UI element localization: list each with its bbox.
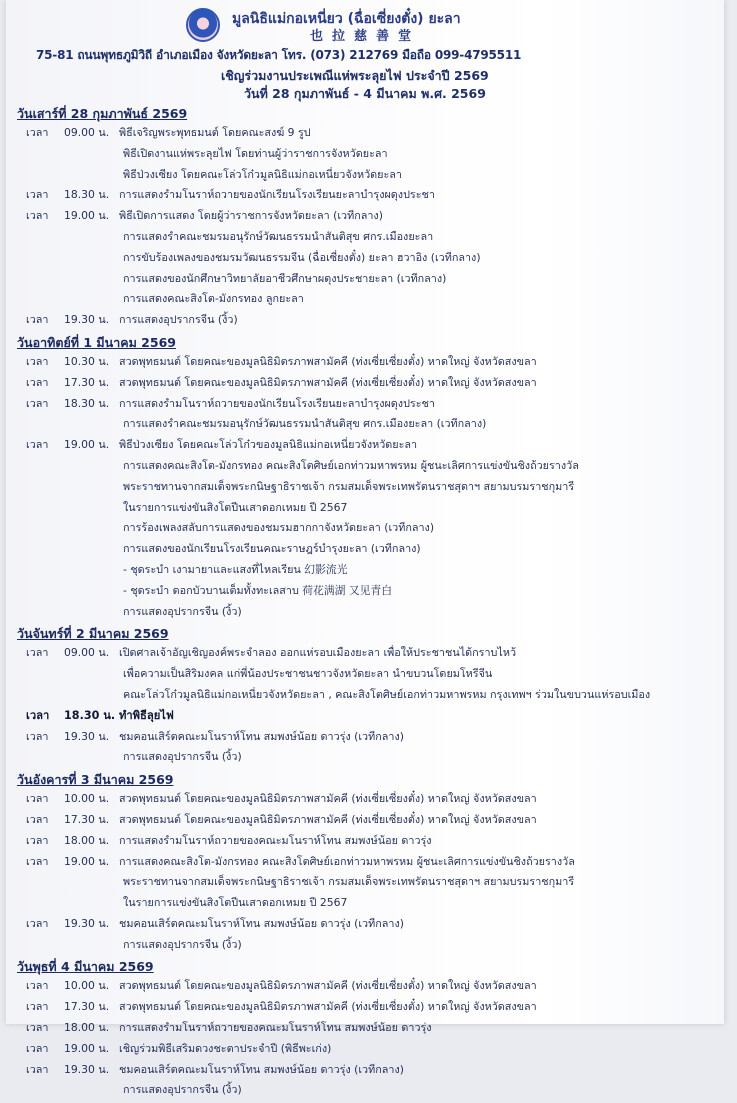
- event-description: สวดพุทธมนต์ โดยคณะของมูลนิธิมิตรภาพสามัคคี (ท่งเซี่ยเซี่ยงตั๋ง) หาดใหญ่ จังหวัดสงขลา: [119, 1000, 537, 1014]
- event-description: พิธีเจริญพระพุทธมนต์ โดยคณะสงฆ์ 9 รูป: [119, 126, 311, 139]
- event-description: - ชุดระบำ ดอกบัวบานเต็มทั้งทะเลสาบ 荷花满湖 又见青白: [123, 583, 393, 597]
- schedule-line: [6, 144, 724, 165]
- schedule-line: [6, 997, 724, 1018]
- event-time: 18.00 น.: [64, 833, 110, 847]
- schedule-line: [6, 706, 724, 727]
- schedule-line: [6, 289, 724, 310]
- event-time: 19.00 น.: [64, 1041, 110, 1055]
- event-description: พิธีป่วงเซียง โดยคณะโล่วโก๋วของมูลนิธิแม่กอเหนี่ยวจังหวัดยะลา: [119, 438, 418, 452]
- event-description: พระราชทานจากสมเด็จพระกนิษฐาธิราชเจ้า กรมสมเด็จพระเทพรัตนราชสุดาฯ สยามบรมราชกุมารี: [123, 875, 575, 889]
- time-label: เวลา: [26, 188, 49, 202]
- event-time: 19.30 น.: [64, 916, 110, 930]
- event-description: สวดพุทธมนต์ โดยคณะของมูลนิธิมิตรภาพสามัคคี (ท่งเซี่ยเซี่ยงตั๋ง) หาดใหญ่ จังหวัดสงขลา: [119, 792, 537, 806]
- event-time: 18.30 น.: [64, 188, 110, 202]
- schedule-line: [6, 373, 724, 394]
- event-description: สวดพุทธมนต์ โดยคณะของมูลนิธิมิตรภาพสามัคคี (ท่งเซี่ยเซี่ยงตั๋ง) หาดใหญ่ จังหวัดสงขลา: [119, 979, 537, 993]
- schedule-line: [6, 394, 724, 415]
- schedule-line: [6, 747, 724, 768]
- event-description: การขับร้องเพลงของชมรมวัฒนธรรมจีน (ฉื่อเซี่ยงตั๋ง) ยะลา ฮวาอิง (เวทีกลาง): [123, 250, 481, 264]
- event-description: พิธีเปิดงานแห่พระลุยไฟ โดยท่านผู้ว่าราชการจังหวัดยะลา: [123, 146, 388, 160]
- event-description: การแสดงคณะสิงโต-มังกรทอง ลูกยะลา: [123, 292, 304, 306]
- schedule-line: [6, 643, 724, 664]
- event-description: การแสดงอุปรากรจีน (งิ้ว): [123, 750, 242, 764]
- event-description: เชิญร่วมพิธีเสริมดวงชะตาประจำปี (พิธีพะเก่ง): [119, 1041, 332, 1055]
- time-label: เวลา: [26, 646, 49, 660]
- schedule-line: [6, 914, 724, 935]
- event-time: 18.00 น.: [64, 1021, 110, 1035]
- schedule-line: [6, 518, 724, 539]
- day-title: วันอาทิตย์ที่ 1 มีนาคม 2569: [17, 334, 176, 350]
- event-time: 10.00 น.: [64, 792, 110, 806]
- event-description: การแสดงคณะสิงโต-มังกรทอง คณะสิงโตศิษย์เอกท่าวมหาพรหม ผู้ชนะเลิศการแข่งขันชิงถ้วยรางวัล: [123, 458, 579, 472]
- event-description: ทำพิธีลุยไฟ: [119, 708, 174, 722]
- time-label: เวลา: [26, 1041, 49, 1055]
- foundation-logo-icon: [186, 8, 220, 42]
- time-label: เวลา: [26, 916, 49, 930]
- schedule-line: [6, 664, 724, 685]
- time-label: เวลา: [26, 729, 49, 743]
- schedule-line: [6, 456, 724, 477]
- schedule-line: [6, 269, 724, 290]
- event-description: ในรายการแข่งขันสิงโตปีนเสาดอกเหมย ปี 2567: [123, 896, 348, 910]
- event-time: 19.30 น.: [64, 1062, 110, 1076]
- day-section: [6, 770, 724, 955]
- time-label: เวลา: [26, 833, 49, 847]
- flyer-header: [6, 0, 724, 103]
- schedule-line: [6, 1060, 724, 1081]
- time-label: เวลา: [26, 1000, 49, 1014]
- event-time: 09.00 น.: [64, 126, 110, 139]
- schedule-line: [6, 852, 724, 873]
- time-label: เวลา: [26, 396, 49, 410]
- schedule-line: [6, 185, 724, 206]
- time-label: เวลา: [26, 209, 49, 223]
- time-label: เวลา: [26, 708, 50, 722]
- schedule-line: [6, 581, 724, 602]
- event-description: เพื่อความเป็นสิริมงคล แก่พี่น้องประชาชนชาวจังหวัดยะลา นำขบวนโดยมโหรีจีน: [123, 667, 493, 681]
- event-time: 18.30 น.: [64, 708, 116, 722]
- time-label: เวลา: [26, 126, 49, 139]
- event-description: คณะโล่วโก๋วมูลนิธิแม่กอเหนี่ยวจังหวัดยะลา , คณะสิงโตศิษย์เอกท่าวมหาพรหม กรุงเทพฯ ร่วมในขบวนแห่รอบเมือง: [123, 687, 651, 701]
- schedule-line: [6, 227, 724, 248]
- time-label: เวลา: [26, 1062, 49, 1076]
- day-section: [6, 104, 724, 331]
- event-description: ชมคอนเสิร์ตคณะมโนราห์โทน สมพงษ์น้อย ดาวรุ่ง (เวทีกลาง): [119, 1062, 404, 1076]
- event-time: 17.30 น.: [64, 812, 110, 826]
- event-time: 10.00 น.: [64, 979, 110, 993]
- event-description: การแสดงอุปรากรจีน (งิ้ว): [123, 937, 242, 951]
- time-label: เวลา: [26, 375, 49, 389]
- schedule-line: [6, 727, 724, 748]
- time-label: เวลา: [26, 313, 49, 327]
- event-time: 19.30 น.: [64, 729, 110, 743]
- day-title: วันอังคารที่ 3 มีนาคม 2569: [17, 772, 174, 788]
- event-description: การแสดงอุปรากรจีน (งิ้ว): [123, 1083, 242, 1097]
- schedule-line: [6, 831, 724, 852]
- event-time: 19.00 น.: [64, 438, 110, 452]
- event-date-range: วันที่ 28 กุมภาพันธ์ - 4 มีนาคม พ.ศ. 2569: [244, 86, 486, 101]
- organization-chinese-name: 也拉慈善堂: [310, 29, 421, 44]
- event-description: สวดพุทธมนต์ โดยคณะของมูลนิธิมิตรภาพสามัคคี (ท่งเซี่ยเซี่ยงตั๋ง) หาดใหญ่ จังหวัดสงขลา: [119, 812, 537, 826]
- schedule-line: [6, 414, 724, 435]
- event-description: การแสดงคณะสิงโต-มังกรทอง คณะสิงโตศิษย์เอกท่าวมหาพรหม ผู้ชนะเลิศการแข่งขันชิงถ้วยรางวัล: [119, 854, 575, 868]
- event-time: 18.30 น.: [64, 396, 110, 410]
- event-description: การแสดงรำคณะชมรมอนุรักษ์วัฒนธรรมนำสันติสุข ศกร.เมืองยะลา (เวทีกลาง): [123, 417, 487, 431]
- event-description: ชมคอนเสิร์ตคณะมโนราห์โทน สมพงษ์น้อย ดาวรุ่ง (เวทีกลาง): [119, 729, 404, 743]
- day-section: [6, 957, 724, 1101]
- event-description: การแสดงของนักศึกษาวิทยาลัยอาชีวศึกษาผดุงประชายะลา (เวทีกลาง): [123, 271, 447, 285]
- schedule-line: [6, 1039, 724, 1060]
- schedule-line: [6, 477, 724, 498]
- schedule-line: [6, 248, 724, 269]
- event-description: การแสดงรำมโนราห์ถวายของคณะมโนราห์โทน สมพงษ์น้อย ดาวรุ่ง: [119, 833, 432, 847]
- time-label: เวลา: [26, 979, 49, 993]
- schedule-line: [6, 123, 724, 144]
- schedule-line: [6, 206, 724, 227]
- schedule-line: [6, 935, 724, 956]
- event-description: พิธีเปิดการแสดง โดยผู้ว่าราชการจังหวัดยะลา (เวทีกลาง): [119, 209, 383, 223]
- event-time: 10.30 น.: [64, 354, 110, 368]
- schedule-line: [6, 539, 724, 560]
- event-time: 19.00 น.: [64, 854, 110, 868]
- time-label: เวลา: [26, 812, 49, 826]
- schedule-line: [6, 976, 724, 997]
- event-time: 17.30 น.: [64, 375, 110, 389]
- schedule: [6, 104, 724, 1103]
- day-section: [6, 333, 724, 622]
- day-title: วันเสาร์ที่ 28 กุมภาพันธ์ 2569: [17, 106, 188, 121]
- event-time: 19.30 น.: [64, 313, 110, 327]
- invitation-title: เชิญร่วมงานประเพณีแห่พระลุยไฟ ประจำปี 2569: [221, 68, 489, 83]
- event-description: ในรายการแข่งขันสิงโตปีนเสาดอกเหมย ปี 2567: [123, 500, 348, 514]
- schedule-line: [6, 560, 724, 581]
- organization-address: 75-81 ถนนพุทธภูมิวิถี อำเภอเมือง จังหวัดยะลา โทร. (073) 212769 มือถือ 099-4795511: [36, 48, 522, 62]
- event-description: พิธีป่วงเซียง โดยคณะโล่วโก๋วมูลนิธิแม่กอเหนี่ยวจังหวัดยะลา: [123, 167, 402, 181]
- time-label: เวลา: [26, 854, 49, 868]
- schedule-line: [6, 810, 724, 831]
- event-description: การแสดงรำมโนราห์ถวายของคณะมโนราห์โทน สมพงษ์น้อย ดาวรุ่ง: [119, 1021, 432, 1035]
- event-description: สวดพุทธมนต์ โดยคณะของมูลนิธิมิตรภาพสามัคคี (ท่งเซี่ยเซี่ยงตั๋ง) หาดใหญ่ จังหวัดสงขลา: [119, 354, 537, 368]
- schedule-line: [6, 602, 724, 623]
- time-label: เวลา: [26, 354, 49, 368]
- event-description: การแสดงของนักเรียนโรงเรียนคณะราษฎร์บำรุงยะลา (เวทีกลาง): [123, 542, 421, 556]
- event-description: เปิดศาลเจ้าอัญเชิญองค์พระจำลอง ออกแห่รอบเมืองยะลา เพื่อให้ประชาชนได้กราบไหว้: [119, 646, 517, 660]
- event-description: - ชุดระบำ เงามายาและแสงที่ไหลเรียน 幻影流光: [123, 562, 348, 576]
- time-label: เวลา: [26, 438, 49, 452]
- day-title: วันจันทร์ที่ 2 มีนาคม 2569: [17, 626, 169, 642]
- event-description: พระราชทานจากสมเด็จพระกนิษฐาธิราชเจ้า กรมสมเด็จพระเทพรัตนราชสุดาฯ สยามบรมราชกุมารี: [123, 479, 575, 493]
- event-description: สวดพุทธมนต์ โดยคณะของมูลนิธิมิตรภาพสามัคคี (ท่งเซี่ยเซี่ยงตั๋ง) หาดใหญ่ จังหวัดสงขลา: [119, 375, 537, 389]
- organization-name: มูลนิธิแม่กอเหนี่ยว (ฉื่อเซี่ยงตั๋ง) ยะลา: [232, 11, 461, 27]
- flyer-sheet: [6, 0, 724, 1097]
- schedule-line: [6, 1018, 724, 1039]
- schedule-line: [6, 789, 724, 810]
- schedule-line: [6, 1080, 724, 1101]
- time-label: เวลา: [26, 1021, 49, 1035]
- schedule-line: [6, 893, 724, 914]
- event-time: 17.30 น.: [64, 1000, 110, 1014]
- time-label: เวลา: [26, 792, 49, 806]
- schedule-line: [6, 435, 724, 456]
- event-time: 19.00 น.: [64, 209, 110, 223]
- schedule-line: [6, 498, 724, 519]
- schedule-line: [6, 310, 724, 331]
- day-section: [6, 624, 724, 768]
- day-title: วันพุธที่ 4 มีนาคม 2569: [17, 959, 154, 975]
- schedule-line: [6, 685, 724, 706]
- event-description: การแสดงรำมโนราห์ถวายของนักเรียนโรงเรียนยะลาบำรุงผดุงประชา: [119, 188, 435, 202]
- event-description: การแสดงรำมโนราห์ถวายของนักเรียนโรงเรียนยะลาบำรุงผดุงประชา: [119, 396, 435, 410]
- event-description: การแสดงอุปรากรจีน (งิ้ว): [123, 604, 242, 618]
- schedule-line: [6, 165, 724, 186]
- schedule-line: [6, 872, 724, 893]
- event-time: 09.00 น.: [64, 646, 110, 660]
- event-description: ชมคอนเสิร์ตคณะมโนราห์โทน สมพงษ์น้อย ดาวรุ่ง (เวทีกลาง): [119, 916, 404, 930]
- event-description: การแสดงอุปรากรจีน (งิ้ว): [119, 313, 238, 327]
- schedule-line: [6, 352, 724, 373]
- event-description: การแสดงรำคณะชมรมอนุรักษ์วัฒนธรรมนำสันติสุข ศกร.เมืองยะลา: [123, 229, 434, 243]
- event-description: การร้องเพลงสลับการแสดงของชมรมฮากกาจังหวัดยะลา (เวทีกลาง): [123, 521, 435, 535]
